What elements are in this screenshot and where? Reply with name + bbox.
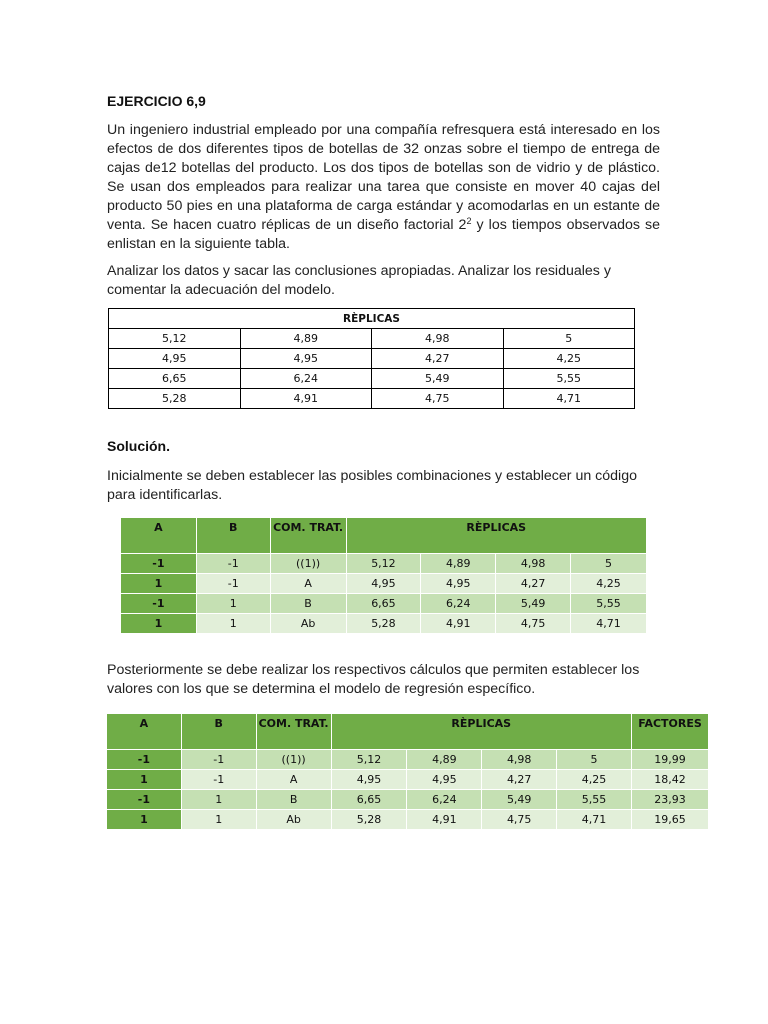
cell-replica: 4,98 [482, 750, 557, 770]
table-cell: 4,91 [240, 389, 372, 409]
intro-line: Un ingeniero industrial empleado por una compañía refresquera está interesado [107, 122, 617, 138]
cell-b: 1 [181, 790, 256, 810]
intro-line: en los efectos de dos diferentes tipos de botellas de 32 onzas sobre el tiempo de [107, 122, 660, 157]
cell-replica: 4,98 [496, 554, 571, 574]
cell-a: 1 [121, 614, 197, 634]
header-com-trat: COM. TRAT. [256, 714, 331, 750]
table-row [107, 750, 709, 770]
table-cell: 4,71 [503, 389, 635, 409]
cell-replica: 4,25 [571, 574, 647, 594]
cell-b: 1 [196, 594, 270, 614]
cell-replica: 4,89 [421, 554, 496, 574]
table-cell: 4,95 [240, 349, 372, 369]
cell-replica: 4,91 [407, 810, 482, 830]
table-cell: 5,49 [372, 369, 504, 389]
cell-replica: 5,55 [571, 594, 647, 614]
cell-replica: 4,27 [496, 574, 571, 594]
table-cell: 5,28 [109, 389, 241, 409]
header-com-trat: COM. TRAT. [270, 518, 346, 554]
header-replicas: RÈPLICAS [331, 714, 631, 750]
cell-com: ((1)) [270, 554, 346, 574]
cell-replica: 4,27 [482, 770, 557, 790]
cell-a: 1 [107, 810, 182, 830]
intro-paragraph [107, 121, 660, 254]
cell-com: A [256, 770, 331, 790]
table-row [121, 554, 647, 574]
cell-b: -1 [196, 554, 270, 574]
header-a: A [107, 714, 182, 750]
intro-line: vidrio y de plástico. Se usan dos empleados para realizar una tarea que consiste [107, 160, 660, 195]
exponent: 2 [466, 216, 472, 226]
cell-replica: 6,24 [407, 790, 482, 810]
factors-table [106, 713, 709, 830]
table-cell: 4,25 [503, 349, 635, 369]
cell-replica: 4,75 [482, 810, 557, 830]
cell-b: 1 [196, 614, 270, 634]
cell-replica: 5 [571, 554, 647, 574]
cell-com: B [256, 790, 331, 810]
solution-paragraph: Inicialmente se deben establecer las posibles combinaciones y establecer un código para identificarlas. [107, 468, 637, 503]
exercise-title: EJERCICIO 6,9 [107, 93, 206, 109]
combinations-table [120, 517, 647, 634]
cell-com: A [270, 574, 346, 594]
intro-line: entrega de cajas de12 botellas del producto. Los dos tipos de botellas son de [107, 141, 660, 176]
intro-line-factorial: factorial 2 [403, 217, 467, 233]
cell-replica: 5,28 [331, 810, 407, 830]
cell-replica: 6,65 [331, 790, 407, 810]
cell-factor: 23,93 [631, 790, 708, 810]
cell-factor: 19,65 [631, 810, 708, 830]
cell-replica: 5 [557, 750, 632, 770]
table-row [109, 389, 635, 409]
instructions-paragraph: Analizar los datos y sacar las conclusiones apropiadas. Analizar los residuales y comentar la adecuación del modelo. [107, 263, 611, 298]
cell-replica: 5,28 [346, 614, 421, 634]
replicas-table [108, 308, 635, 409]
table-row [109, 329, 635, 349]
table-cell: 4,89 [240, 329, 372, 349]
cell-b: -1 [181, 770, 256, 790]
cell-a: -1 [121, 554, 197, 574]
replicas-header: RÈPLICAS [109, 309, 635, 329]
header-b: B [181, 714, 256, 750]
intro-line-end: y los tiempos observados se enlistan en la siguiente tabla. [107, 217, 660, 252]
document-page [107, 92, 702, 830]
cell-replica: 4,25 [557, 770, 632, 790]
cell-b: -1 [196, 574, 270, 594]
header-a: A [121, 518, 197, 554]
table-cell: 5,12 [109, 329, 241, 349]
cell-replica: 6,65 [346, 594, 421, 614]
table-cell: 5,55 [503, 369, 635, 389]
table-row [107, 770, 709, 790]
table-cell: 6,24 [240, 369, 372, 389]
table-row [121, 574, 647, 594]
table-row [107, 790, 709, 810]
cell-com: Ab [256, 810, 331, 830]
intro-line: acomodarlas en un estante de venta. Se hacen cuatro réplicas de un diseño [107, 198, 660, 233]
table-cell: 4,27 [372, 349, 504, 369]
intro-line: en mover 40 cajas del producto 50 pies en una plataforma de carga estándar y [107, 179, 660, 214]
header-factores: FACTORES [631, 714, 708, 750]
solution-title: Solución. [107, 438, 170, 454]
cell-replica: 5,55 [557, 790, 632, 810]
cell-factor: 19,99 [631, 750, 708, 770]
cell-a: -1 [107, 750, 182, 770]
cell-b: -1 [181, 750, 256, 770]
cell-replica: 4,71 [571, 614, 647, 634]
cell-a: -1 [121, 594, 197, 614]
cell-replica: 4,95 [346, 574, 421, 594]
cell-replica: 4,91 [421, 614, 496, 634]
table-row [121, 614, 647, 634]
cell-replica: 5,12 [346, 554, 421, 574]
header-b: B [196, 518, 270, 554]
cell-replica: 4,71 [557, 810, 632, 830]
table-row [109, 369, 635, 389]
cell-factor: 18,42 [631, 770, 708, 790]
cell-a: -1 [107, 790, 182, 810]
table-cell: 4,98 [372, 329, 504, 349]
table-row [121, 594, 647, 614]
cell-com: ((1)) [256, 750, 331, 770]
cell-a: 1 [107, 770, 182, 790]
cell-replica: 6,24 [421, 594, 496, 614]
cell-com: Ab [270, 614, 346, 634]
cell-replica: 4,95 [421, 574, 496, 594]
cell-replica: 5,49 [482, 790, 557, 810]
cell-a: 1 [121, 574, 197, 594]
table-cell: 5 [503, 329, 635, 349]
table-cell: 6,65 [109, 369, 241, 389]
cell-com: B [270, 594, 346, 614]
table-row [107, 810, 709, 830]
posterior-paragraph: Posteriormente se debe realizar los respectivos cálculos que permiten establecer los valores con los que se determina el modelo de regresión específico. [107, 662, 640, 697]
cell-replica: 4,89 [407, 750, 482, 770]
cell-b: 1 [181, 810, 256, 830]
cell-replica: 4,95 [407, 770, 482, 790]
table-row [109, 349, 635, 369]
cell-replica: 5,49 [496, 594, 571, 614]
table-cell: 4,95 [109, 349, 241, 369]
table-cell: 4,75 [372, 389, 504, 409]
header-replicas: RÈPLICAS [346, 518, 646, 554]
cell-replica: 4,75 [496, 614, 571, 634]
cell-replica: 4,95 [331, 770, 407, 790]
cell-replica: 5,12 [331, 750, 407, 770]
